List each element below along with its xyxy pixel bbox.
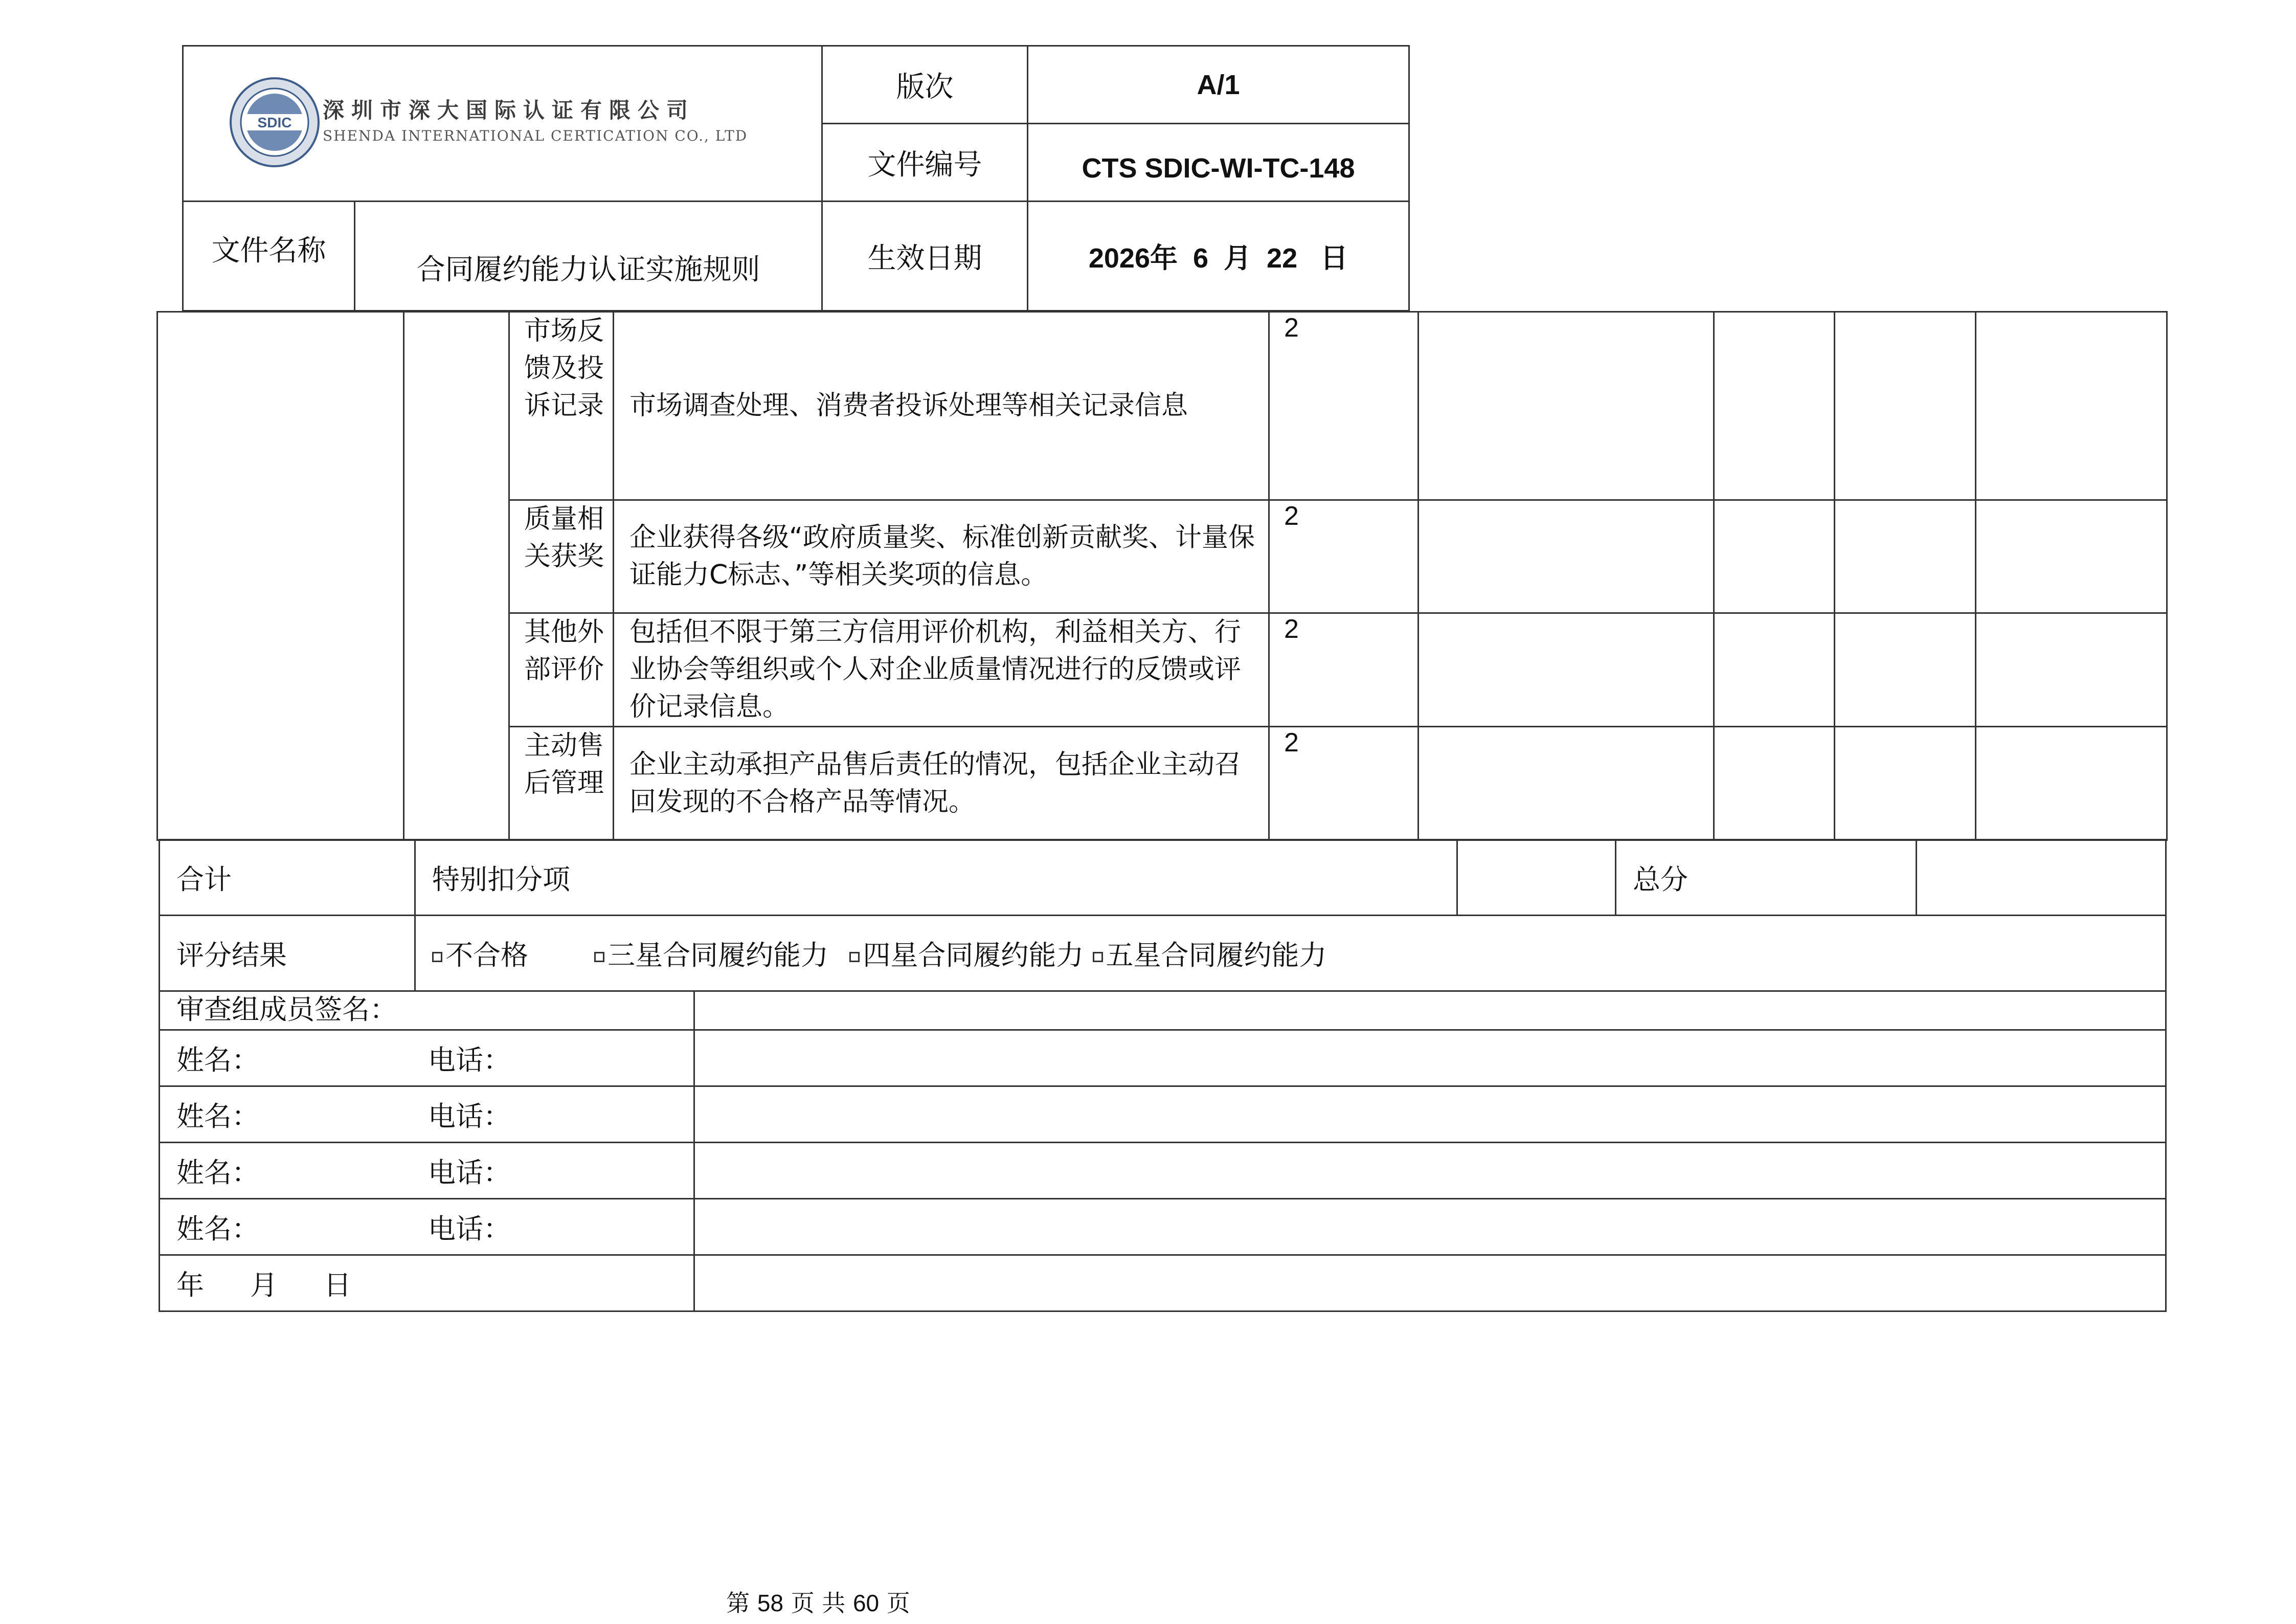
- month-label: 月: [250, 1269, 278, 1301]
- doc-name-label: 文件名称: [183, 202, 355, 311]
- checkbox-icon[interactable]: [594, 952, 604, 962]
- phone-label: 电话：: [428, 1100, 511, 1132]
- effective-date-label: 生效日期: [822, 202, 1028, 311]
- option-four-star[interactable]: [849, 939, 1084, 971]
- item-description: 市场调查处理、消费者投诉处理等相关记录信息: [614, 312, 1269, 500]
- doc-no-value: CTS SDIC-WI-TC-148: [1028, 124, 1409, 202]
- item-score: 2: [1269, 613, 1419, 727]
- result-options: [415, 916, 2166, 991]
- member-signature[interactable]: [694, 1030, 2166, 1086]
- item-description: 企业主动承担产品售后责任的情况，包括企业主动召回发现的不合格产品等情况。: [614, 727, 1269, 840]
- page-footer: [0, 1585, 1636, 1618]
- version-value: A/1: [1028, 46, 1409, 124]
- date-row: [160, 1255, 2166, 1311]
- blank-cell: [1419, 613, 1714, 727]
- category-cell: [157, 312, 404, 840]
- total-label: 合计: [160, 840, 415, 916]
- company-logo-cell: [183, 46, 822, 202]
- checkbox-icon[interactable]: [432, 952, 442, 962]
- option-label: 五星合同履约能力: [1106, 939, 1327, 971]
- member-info: [160, 1030, 694, 1086]
- blank-cell: [1835, 613, 1976, 727]
- blank-cell: [1976, 500, 2167, 613]
- name-label: 姓名：: [176, 1213, 259, 1245]
- doc-name-value: 合同履约能力认证实施规则: [355, 202, 822, 311]
- member-row: [160, 1143, 2166, 1199]
- deduction-value: [1457, 840, 1616, 916]
- checkbox-icon[interactable]: [849, 952, 860, 962]
- blank-cell: [1419, 727, 1714, 840]
- blank-cell: [1835, 500, 1976, 613]
- phone-label: 电话：: [428, 1044, 511, 1076]
- name-label: 姓名：: [176, 1156, 259, 1189]
- signature-label: 审查组成员签名：: [160, 991, 694, 1030]
- version-label: 版次: [822, 46, 1028, 124]
- blank-cell: [1419, 312, 1714, 500]
- item-name: 质量相关获奖: [509, 500, 614, 613]
- total-score-value: [1917, 840, 2166, 916]
- page-current: 58: [757, 1590, 784, 1616]
- blank-cell: [1714, 613, 1835, 727]
- result-label: 评分结果: [160, 916, 415, 991]
- blank-cell: [1714, 312, 1835, 500]
- blank-cell: [1976, 727, 2167, 840]
- member-signature[interactable]: [694, 1199, 2166, 1255]
- checkbox-icon[interactable]: [1093, 952, 1103, 962]
- phone-label: 电话：: [428, 1213, 511, 1245]
- blank-cell: [1976, 613, 2167, 727]
- name-label: 姓名：: [176, 1100, 259, 1132]
- option-fail[interactable]: [432, 939, 528, 971]
- item-score: 2: [1269, 312, 1419, 500]
- page-suffix: 页: [886, 1589, 910, 1617]
- member-signature[interactable]: [694, 1143, 2166, 1199]
- member-row: [160, 1086, 2166, 1143]
- logo-text: SDIC: [257, 115, 292, 130]
- document-header: [182, 45, 1410, 312]
- doc-no-label: 文件编号: [822, 124, 1028, 202]
- phone-label: 电话：: [428, 1156, 511, 1189]
- summary-table: [159, 839, 2167, 1312]
- blank-cell: [1835, 312, 1976, 500]
- page-total: 60: [852, 1590, 880, 1616]
- item-score: 2: [1269, 500, 1419, 613]
- total-row: [160, 840, 2166, 916]
- page-prefix: 第: [726, 1589, 750, 1617]
- subcategory-cell: [404, 312, 509, 840]
- item-name: 市场反馈及投诉记录: [509, 312, 614, 500]
- member-info: [160, 1143, 694, 1199]
- page-mid: 页 共: [791, 1589, 846, 1617]
- name-label: 姓名：: [176, 1044, 259, 1076]
- total-score-label: 总分: [1616, 840, 1917, 916]
- signature-area: [694, 991, 2166, 1030]
- blank-cell: [1419, 500, 1714, 613]
- option-three-star[interactable]: [594, 939, 828, 971]
- company-name-en: SHENDA INTERNATIONAL CERTICATION CO., LTD: [323, 127, 748, 144]
- year-label: 年: [176, 1269, 204, 1301]
- criteria-table: [156, 311, 2168, 841]
- sdic-logo-icon: [229, 76, 321, 168]
- member-row: [160, 1199, 2166, 1255]
- table-row: [157, 312, 2167, 500]
- blank-cell: [1976, 312, 2167, 500]
- option-label: 四星合同履约能力: [863, 939, 1084, 971]
- date-signature[interactable]: [694, 1255, 2166, 1311]
- member-row: [160, 1030, 2166, 1086]
- item-description: 包括但不限于第三方信用评价机构，利益相关方、行业协会等组织或个人对企业质量情况进行的反馈或评价记录信息。: [614, 613, 1269, 727]
- signature-header-row: [160, 991, 2166, 1030]
- blank-cell: [1714, 727, 1835, 840]
- company-name-cn: 深圳市深大国际认证有限公司: [323, 98, 695, 123]
- item-description: 企业获得各级“政府质量奖、标准创新贡献奖、计量保证能力C标志、”等相关奖项的信息。: [614, 500, 1269, 613]
- date-field: [160, 1255, 694, 1311]
- effective-date-value: 2026年 6 月 22 日: [1028, 202, 1409, 311]
- item-name: 主动售后管理: [509, 727, 614, 840]
- day-label: 日: [324, 1269, 351, 1301]
- blank-cell: [1714, 500, 1835, 613]
- member-info: [160, 1199, 694, 1255]
- deduction-label: 特别扣分项: [415, 840, 1457, 916]
- option-label: 三星合同履约能力: [607, 939, 829, 971]
- result-row: [160, 916, 2166, 991]
- item-score: 2: [1269, 727, 1419, 840]
- item-name: 其他外部评价: [509, 613, 614, 727]
- option-five-star[interactable]: [1093, 939, 1327, 971]
- option-label: 不合格: [445, 939, 528, 971]
- blank-cell: [1835, 727, 1976, 840]
- member-info: [160, 1086, 694, 1143]
- member-signature[interactable]: [694, 1086, 2166, 1143]
